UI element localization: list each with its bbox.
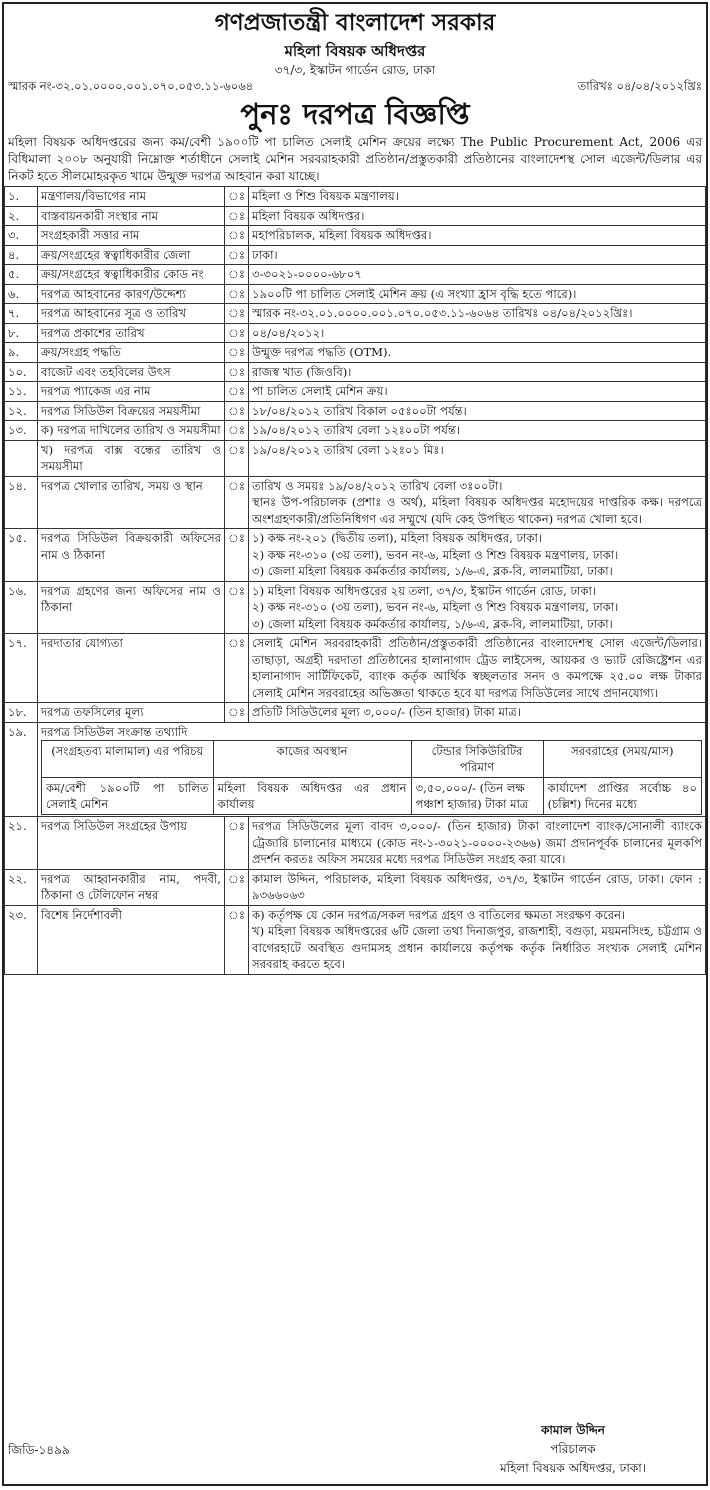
notice-date: তারিখঃ ০৪/০৪/২০১২খ্রিঃ xyxy=(577,79,702,93)
row-label: খ) দরপত্র বাক্স বন্ধের তারিখ ও সময়সীমা xyxy=(38,440,225,476)
row-colon: ঃ xyxy=(225,187,249,207)
row-number: ১৫. xyxy=(5,529,38,582)
row-number: ১৩. xyxy=(5,421,38,441)
row-value xyxy=(249,343,706,363)
row-label: দরপত্র আহবানের সূত্র ও তারিখ xyxy=(38,304,225,324)
row-value-line: মহিলা ও শিশু বিষয়ক মন্ত্রণালয়। xyxy=(252,189,399,203)
row-number: ১. xyxy=(5,187,38,207)
row-value-line: ১) কক্ষ নং-২০১ (দ্বিতীয় তলা), মহিলা বিষয়ক অধিদপ্তর, ঢাকা। xyxy=(252,531,543,545)
row-colon: ঃ xyxy=(225,226,249,246)
inner-header: (সংগ্রহতব্য মালামাল) এর পরিচয় xyxy=(42,741,214,778)
row-label: দরপত্র আহ্বানকারীর নাম, পদবী, ঠিকানা ও টেলিফোন নম্বর xyxy=(38,869,225,905)
row-value-line: মহিলা বিষয়ক অধিদপ্তর। xyxy=(252,208,365,223)
row-number: ৫. xyxy=(5,265,38,285)
row-value xyxy=(249,284,706,304)
row-value-line: ঢাকা। xyxy=(252,247,278,262)
row-label: দরপত্র তফসিলের মূল্য xyxy=(38,703,225,723)
row-value xyxy=(249,905,706,974)
inner-cell: মহিলা বিষয়ক অধিদপ্তর এর প্রধান কার্যালয় xyxy=(213,778,411,815)
row-number: ২৩. xyxy=(5,905,38,974)
notice-title: পুনঃ দরপত্র বিজ্ঞপ্তি xyxy=(240,97,470,131)
row-colon: ঃ xyxy=(225,703,249,723)
row-colon: ঃ xyxy=(225,401,249,421)
row-number: ১২. xyxy=(5,401,38,421)
table-row xyxy=(5,634,706,703)
row-value xyxy=(249,401,706,421)
row-label: দরপত্র সিডিউল বিক্রয়কারী অফিসের নাম ও ঠিকানা xyxy=(38,529,225,582)
row-value-line: ২) কক্ষ নং-৩১০ (৩য় তলা), ভবন নং-৬, মহিলা ও শিশু বিষয়ক মন্ত্রণালয়, ঢাকা। xyxy=(252,547,619,562)
row-label: দরদাতার যোগ্যতা xyxy=(38,634,225,703)
tender-details-table xyxy=(4,186,706,975)
table-row xyxy=(5,284,706,304)
row19-cell xyxy=(38,722,706,817)
inner-header: সরবরাহের (সময়/মাস) xyxy=(543,741,701,778)
row-label: দরপত্র প্রকাশের তারিখ xyxy=(38,323,225,343)
row-value-line: ৩) জেলা মহিলা বিষয়ক কর্মকর্তার কার্যালয়, ১/৬-এ, ব্লক-বি, লালমাটিয়া, ঢাকা। xyxy=(252,616,613,631)
reference-line xyxy=(4,78,706,94)
row-value xyxy=(249,529,706,582)
table-row xyxy=(5,869,706,905)
row-value xyxy=(249,226,706,246)
row-colon: ঃ xyxy=(225,634,249,703)
row-value-line: ৩-৩০২১-০০০০-৬৮০৭ xyxy=(252,267,362,281)
row-value xyxy=(249,703,706,723)
row-value xyxy=(249,265,706,285)
table-row xyxy=(5,421,706,441)
row-value-line: ১৯/০৪/২০১২ তারিখ বেলা ১২ঃ০০টা পর্যন্ত। xyxy=(252,423,461,437)
row-number: ১৪. xyxy=(5,476,38,529)
memo-number: স্মারক নং-৩২.০১.০০০০.০০১.০৭০.০৫৩.১১-৬০৬৪ xyxy=(8,79,254,93)
row-number: ১১. xyxy=(5,382,38,402)
row-value-line: রাজস্ব খাত (জিওবি)। xyxy=(252,364,352,379)
row-number: ১৭. xyxy=(5,634,38,703)
row-colon: ঃ xyxy=(225,206,249,226)
row-label: দরপত্র গ্রহণের জন্য অফিসের নাম ও ঠিকানা xyxy=(38,581,225,634)
row-colon: ঃ xyxy=(225,905,249,974)
row-value-line: দরপত্র সিডিউলের মূল্য বাবদ ৩,০০০/- (তিন হাজার) টাকা বাংলাদেশ ব্যাংক/সোনালী ব্যাংকে ট্রেজারি চালানোর মাধ্যমে (কোড নং-১-৩০২১-০০০০-২৩৬৬) জমা প্রদানপূর্বক চালানের মূলকপি প্রদর্শন করতঃ অফিস সময়ের মধ্যে দরপত্র সিডিউল সংগ্রহ করা যাবে। xyxy=(252,819,702,866)
row-value-line: পা চালিত সেলাই মেশিন ক্রয়। xyxy=(252,384,388,398)
table-row xyxy=(5,323,706,343)
row-colon: ঃ xyxy=(225,323,249,343)
row-colon: ঃ xyxy=(225,284,249,304)
row-value xyxy=(249,362,706,382)
government-title: গণপ্রজাতন্ত্রী বাংলাদেশ সরকার xyxy=(214,9,496,36)
row-value xyxy=(249,817,706,870)
table-row xyxy=(5,529,706,582)
table-row xyxy=(5,362,706,382)
row-value xyxy=(249,476,706,529)
row-label: বাজেট এবং তহবিলের উৎস xyxy=(38,362,225,382)
row-number: ২২. xyxy=(5,869,38,905)
row-label: ক্রয়/সংগ্রহের স্বত্বাধিকারীর কোড নং xyxy=(38,265,225,285)
signatory-title: পরিচালক xyxy=(550,1442,596,1456)
row-label: সংগ্রহকারী সত্তার নাম xyxy=(38,226,225,246)
table-row xyxy=(5,226,706,246)
schedule-info-table xyxy=(41,740,702,815)
table-row xyxy=(5,382,706,402)
row-value-line: ক) কর্তৃপক্ষ যে কোন দরপত্র/সকল দরপত্র গ্রহণ ও বাতিলের ক্ষমতা সংরক্ষণ করেন। xyxy=(252,907,626,922)
row-number: ২. xyxy=(5,206,38,226)
row-value-line: ২) কক্ষ নং-৩১০ (৩য় তলা), ভবন নং-৬, মহিলা ও শিশু বিষয়ক মন্ত্রণালয়, ঢাকা। xyxy=(252,600,619,614)
row-value xyxy=(249,304,706,324)
table-row xyxy=(5,343,706,363)
row-colon: ঃ xyxy=(225,245,249,265)
row-colon: ঃ xyxy=(225,529,249,582)
table-row xyxy=(5,265,706,285)
department-name: মহিলা বিষয়ক অধিদপ্তর xyxy=(284,42,426,60)
table-row xyxy=(5,581,706,634)
row-label: বাস্তবায়নকারী সংস্থার নাম xyxy=(38,206,225,226)
row-value-line: ১) মহিলা বিষয়ক অধিদপ্তরের ২য় তলা, ৩৭/৩, ইস্কাটন গার্ডেন রোড, ঢাকা। xyxy=(252,583,596,598)
table-row xyxy=(5,703,706,723)
letterhead xyxy=(4,6,706,78)
table-row xyxy=(5,401,706,421)
row-number: ৭. xyxy=(5,304,38,324)
row-value-line: প্রতিটি সিডিউলের মূল্য ৩,০০০/- (তিন হাজার) টাকা মাত্র। xyxy=(252,705,521,719)
row-number: ১৬. xyxy=(5,581,38,634)
signatory-office: মহিলা বিষয়ক অধিদপ্তর, ঢাকা। xyxy=(499,1461,646,1475)
row-label: ক্রয়/সংগ্রহ পদ্ধতি xyxy=(38,343,225,363)
row-value xyxy=(249,634,706,703)
table-row xyxy=(5,476,706,529)
signature-block xyxy=(500,1421,646,1478)
row-value-line: স্মারক নং-৩২.০১.০০০০.০০১.০৭০.০৫৩.১১-৬০৬৪ তারিখঃ ০৪/০৪/২০১২খ্রিঃ। xyxy=(252,306,633,320)
table-row xyxy=(5,187,706,207)
table-row xyxy=(5,206,706,226)
row-label: দরপত্র সিডিউল সংগ্রহের উপায় xyxy=(38,817,225,870)
inner-header: টেন্ডার সিকিউরিটির পরিমাণ xyxy=(411,741,543,778)
row-value xyxy=(249,206,706,226)
table-row xyxy=(5,722,706,817)
row-value-line: তারিখ ও সময়ঃ ১৯/০৪/২০১২ তারিখ বেলা ৩ঃ০০টা। xyxy=(252,478,503,493)
row-value-line: ১৯/০৪/২০১২ তারিখ বেলা ১২ঃ০১ মিঃ। xyxy=(252,442,444,457)
row-value xyxy=(249,869,706,905)
table-row xyxy=(5,817,706,870)
ad-code: জিডি-১৪৯৯ xyxy=(8,1443,70,1457)
row-colon: ঃ xyxy=(225,382,249,402)
row-label: দরপত্র প্যাকেজ এর নাম xyxy=(38,382,225,402)
row-number xyxy=(5,440,38,476)
row-value-line: কামাল উদ্দিন, পরিচালক, মহিলা বিষয়ক অধিদপ্তর, ৩৭/৩, ইস্কাটন গার্ডেন রোড, ঢাকা। ফোন : ৯৩৬৬০৬৩ xyxy=(252,871,702,902)
row-value-line: ১৯০০টি পা চালিত সেলাই মেশিন ক্রয় (এ সংখ্যা হ্রাস বৃদ্ধি হতে পারে)। xyxy=(252,286,577,301)
inner-header: কাজের অবস্থান xyxy=(213,741,411,778)
row-number: ৪. xyxy=(5,245,38,265)
row-number: ৯. xyxy=(5,343,38,363)
row-value-line: ১৮/০৪/২০১২ তারিখ বিকাল ০৫ঃ০০টা পর্যন্ত। xyxy=(252,403,467,418)
row-number: ৩. xyxy=(5,226,38,246)
row-number: ৮. xyxy=(5,323,38,343)
row-value xyxy=(249,421,706,441)
row-label: দরপত্র সিডিউল বিক্রয়ের সময়সীমা xyxy=(38,401,225,421)
row-value xyxy=(249,382,706,402)
row-colon: ঃ xyxy=(225,421,249,441)
inner-cell: কার্যাদেশ প্রাপ্তির সর্বোচ্চ ৪০ (চল্লিশ) দিনের মধ্যে xyxy=(543,778,701,815)
row-value xyxy=(249,581,706,634)
row-value xyxy=(249,187,706,207)
row-value-line: স্থানঃ উপ-পরিচালক (প্রশাঃ ও অর্থ), মহিলা বিষয়ক অধিদপ্তর মহোদয়ের দাপ্তরিক কক্ষ। দরপত্রে অংশগ্রহণকারী/প্রতিনিধিগণ এর সম্মুখে (যদি কেহ উপস্থিত থাকেন) দরপত্র খোলা হবে। xyxy=(252,495,702,526)
row-number: ১৮. xyxy=(5,703,38,723)
row-label: ক্রয়/সংগ্রহের স্বত্বাধিকারীর জেলা xyxy=(38,245,225,265)
row-colon: ঃ xyxy=(225,440,249,476)
row-label: দরপত্র সিডিউল সংক্রান্ত তথ্যাদি xyxy=(41,724,188,739)
row-label: দরপত্র আহবানের কারণ/উদ্দেশ্য xyxy=(38,284,225,304)
row-value xyxy=(249,323,706,343)
row-value-line: ৩) জেলা মহিলা বিষয়ক কর্মকর্তার কার্যালয়, ১/৬-এ, ব্লক-বি, লালমাটিয়া, ঢাকা। xyxy=(252,564,613,578)
row-number: ১০. xyxy=(5,362,38,382)
row-number: ১৯. xyxy=(5,722,38,817)
row-value-line: সেলাই মেশিন সরবরাহকারী প্রতিষ্ঠান/প্রস্তুতকারী প্রতিষ্ঠানের বাংলাদেশস্থ সোল এজেন্ট/ডিলার। তাছাড়া, অগ্রহী দরদাতা প্রতিষ্ঠানের হালানাগাদ ট্রেড লাইসেন্স, আয়কর ও ভ্যাট রেজিষ্ট্রেশন এর হালানাগাদ সার্টিফিকেট, ব্যাংক কর্তৃক আর্থিক স্বচ্ছলতার সনদ ও কমপক্ষে ২৫.০০ লক্ষ টাকার সেলাই মেশিন সরবরাহের অভিজ্ঞতা থাকতে হবে যা দরপত্র সিডিউলের সাথে প্রদানযোগ্য। xyxy=(252,636,702,700)
row-value-line: মহাপরিচালক, মহিলা বিষয়ক অধিদপ্তর। xyxy=(252,228,432,242)
row-value-line: উন্মুক্ত দরপত্র পদ্ধতি (OTM). xyxy=(252,345,392,359)
row-label: ক) দরপত্র দাখিলের তারিখ ও সময়সীমা xyxy=(38,421,225,441)
row-colon: ঃ xyxy=(225,343,249,363)
inner-cell: ৩,৫০,০০০/- (তিন লক্ষ পঞ্চাশ হাজার) টাকা মাত্র xyxy=(411,778,543,815)
row-label: দরপত্র খোলার তারিখ, সময় ও স্থান xyxy=(38,476,225,529)
row-label: মন্ত্রণালয়/বিভাগের নাম xyxy=(38,187,225,207)
row-value-line: ০৪/০৪/২০১২। xyxy=(252,325,325,340)
row-colon: ঃ xyxy=(225,817,249,870)
row-value xyxy=(249,440,706,476)
row-colon: ঃ xyxy=(225,476,249,529)
row-label: বিশেষ নির্দেশাবলী xyxy=(38,905,225,974)
row-colon: ঃ xyxy=(225,265,249,285)
row-value xyxy=(249,245,706,265)
intro-paragraph: মহিলা বিষয়ক অধিদপ্তরের জন্য কম/বেশী ১৯০০টি পা চালিত সেলাই মেশিন ক্রয়ের লক্ষ্যে The Public Procurement Act, 2006 এর বিধিমালা ২০০৮ অনুযায়ী নিম্নোক্ত শর্তাধীনে সেলাই মেশিন সরবরাহকারী প্রতিষ্ঠান/প্রস্তুতকারী প্রতিষ্ঠানের বাংলাদেশস্থ সোল এজেন্ট/ডিলার এর নিকট হতে সীলমোহরকৃত খামে উন্মুক্ত দরপত্র আহবান করা যাচ্ছে। xyxy=(8,135,702,183)
inner-cell: কম/বেশী ১৯০০টি পা চালিত সেলাই মেশিন xyxy=(42,778,214,815)
table-row xyxy=(5,245,706,265)
row-colon: ঃ xyxy=(225,304,249,324)
row-colon: ঃ xyxy=(225,869,249,905)
table-row xyxy=(5,304,706,324)
signatory-name: কামাল উদ্দিন xyxy=(541,1423,605,1437)
row-number: ২১. xyxy=(5,817,38,870)
table-row xyxy=(5,905,706,974)
row-colon: ঃ xyxy=(225,581,249,634)
row-number: ৬. xyxy=(5,284,38,304)
row-value-line: খ) মহিলা বিষয়ক অধিদপ্তরের ৬টি জেলা তথা দিনাজপুর, রাজশাহী, বগুড়া, ময়মনসিংহ, চট্টগ্রাম ও বাগেরহাটে অবস্থিত গুদামসহ প্রধান কার্যালয়ে কর্তৃপক্ষ কর্তৃক নির্ধারিত সংখ্যক সেলাই মেশিন সরবরাহ করতে হবে। xyxy=(252,924,702,971)
table-row xyxy=(5,440,706,476)
department-address: ৩৭/৩, ইস্কাটন গার্ডেন রোড, ঢাকা xyxy=(274,63,436,77)
tender-notice-page xyxy=(2,2,708,1486)
row-colon: ঃ xyxy=(225,362,249,382)
